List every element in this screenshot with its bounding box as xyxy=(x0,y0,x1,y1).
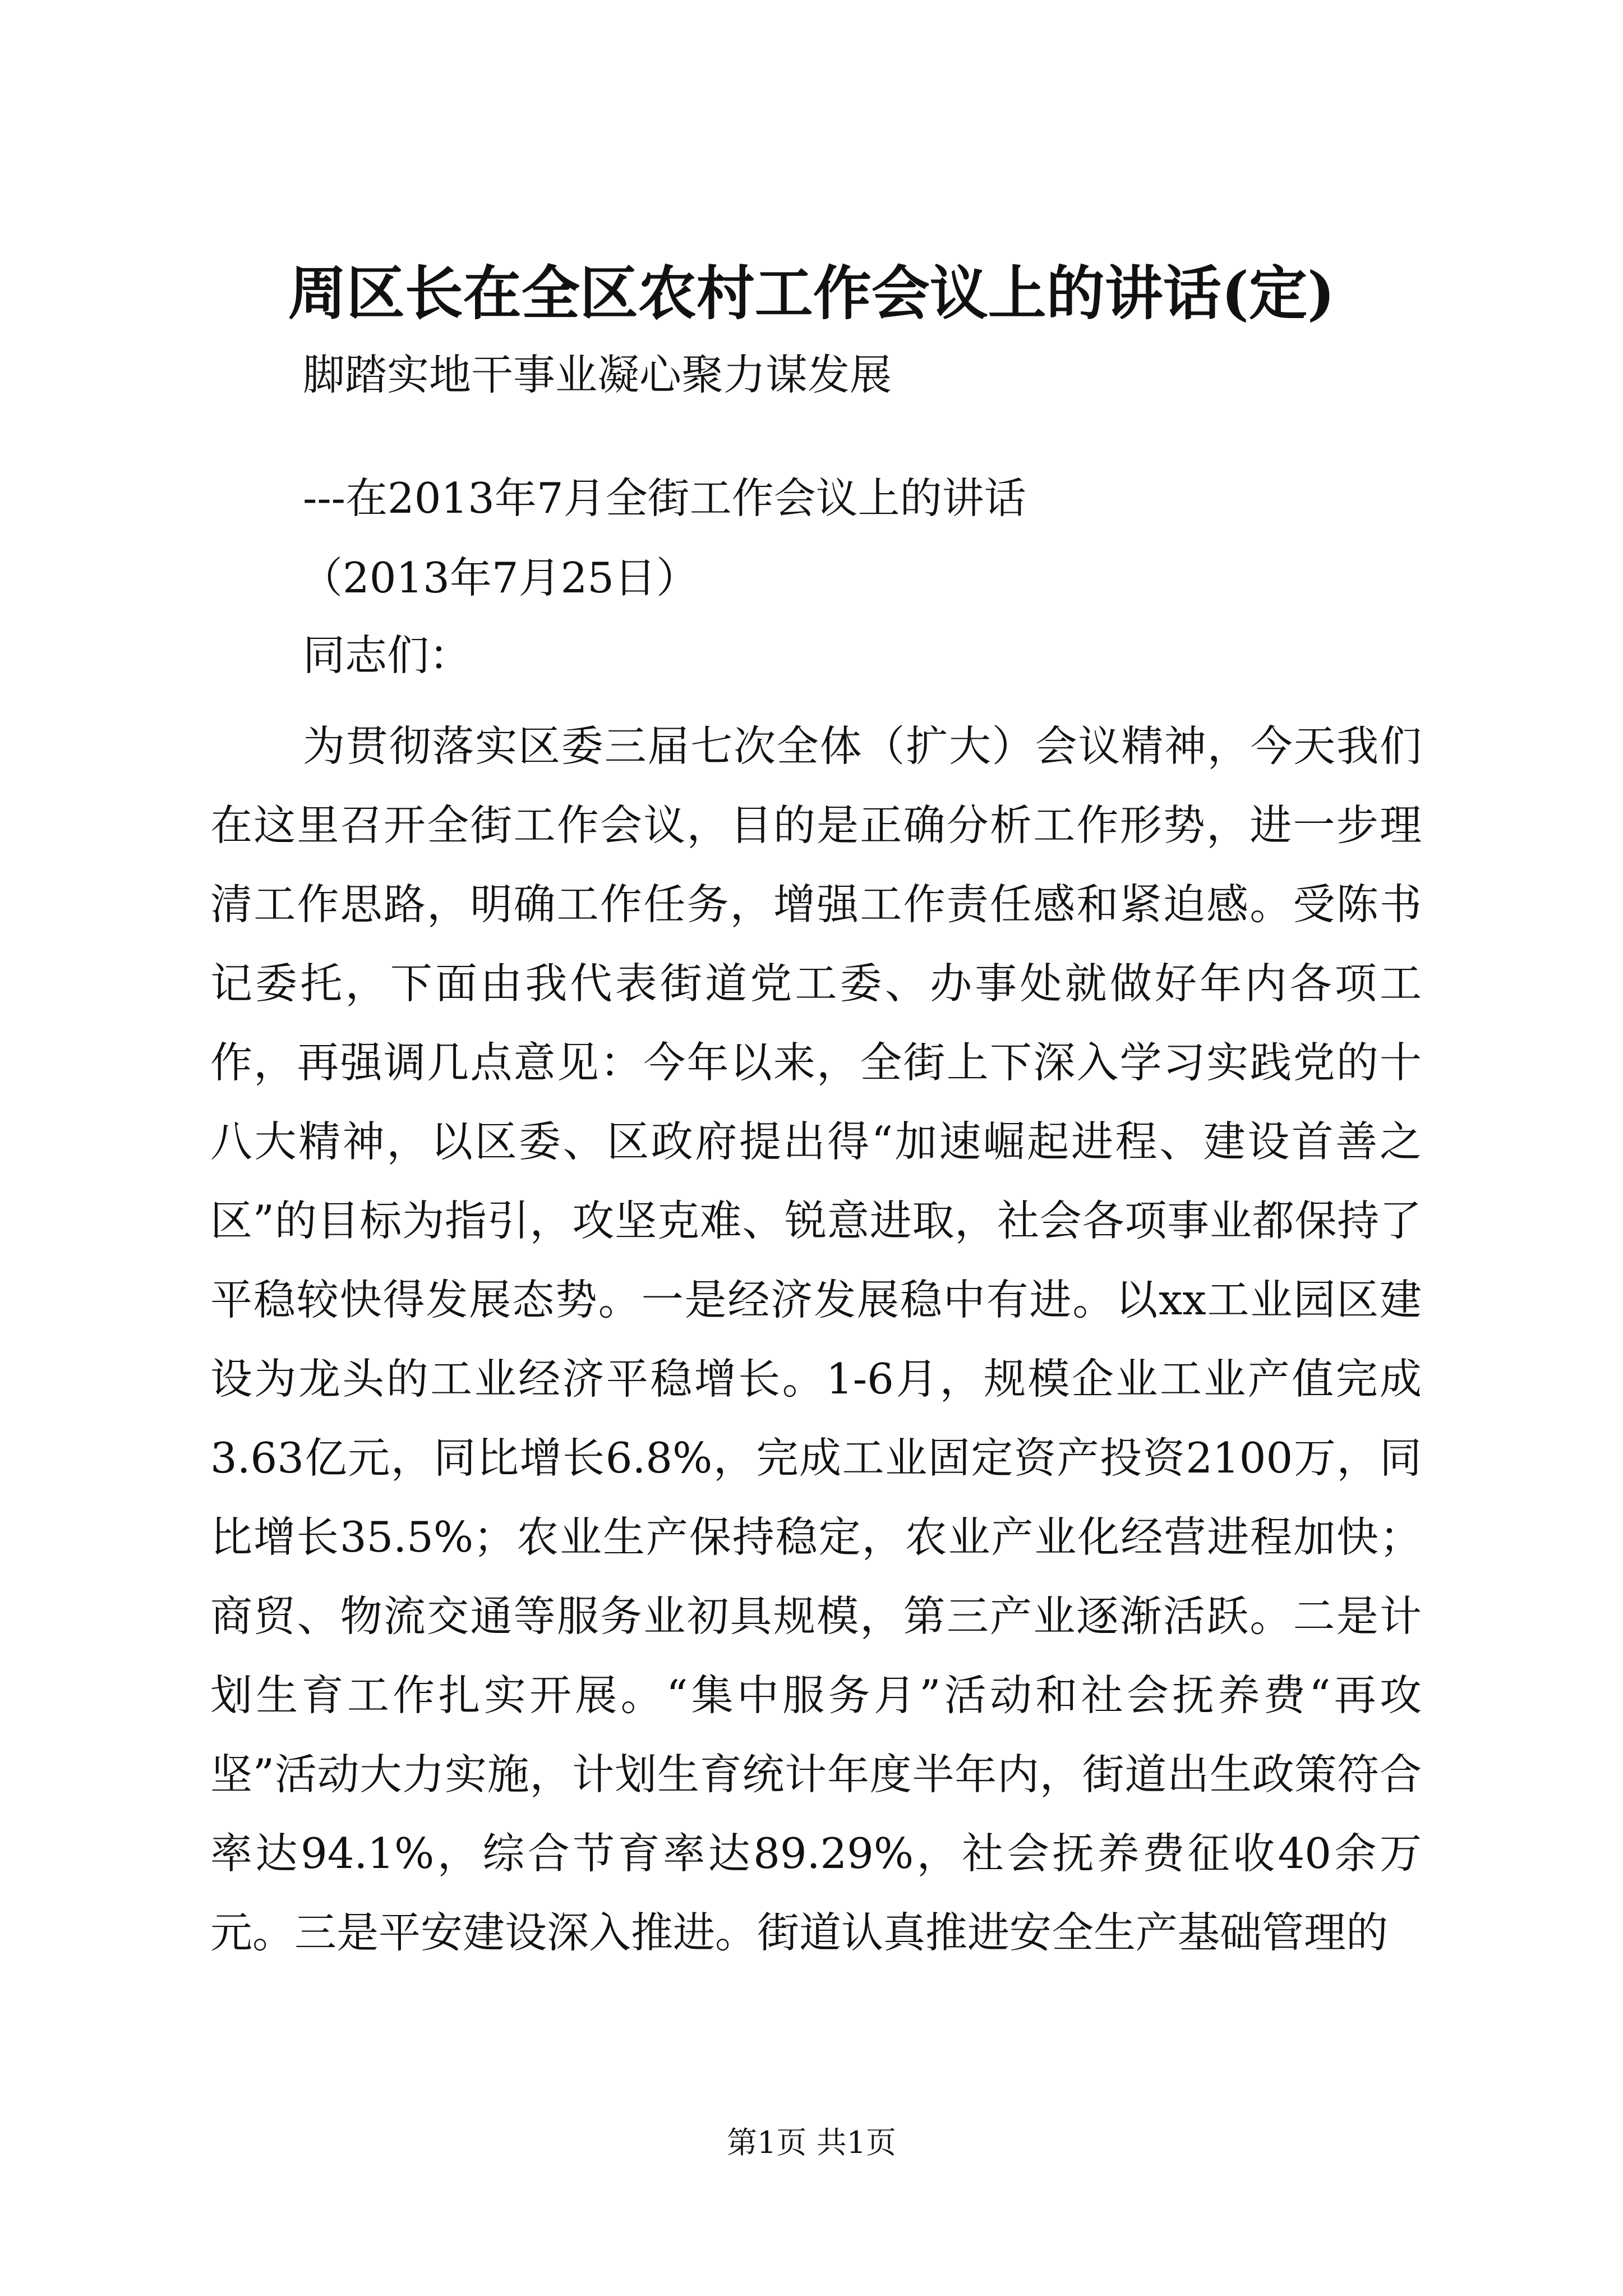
greeting: 同志们： xyxy=(303,631,472,680)
document-subtitle: 脚踏实地干事业凝心聚力谋发展 xyxy=(303,350,892,399)
speech-occasion: ---在2013年7月全街工作会议上的讲话 xyxy=(303,473,1026,523)
body-paragraph: 为贯彻落实区委三届七次全体（扩大）会议精神，今天我们在这里召开全街工作会议，目的是正确分析工作形势，进一步理清工作思路，明确工作任务，增强工作责任感和紧迫感。受陈书记委托，下面由我代表街道党工委、办事处就做好年内各项工作，再强调几点意见：今年以来，全街上下深入学习实践党的十八大精神，以区委、区政府提出得“加速崛起进程、建设首善之区”的目标为指引，攻坚克难、锐意进取，社会各项事业都保持了平稳较快得发展态势。一是经济发展稳中有进。以xx工业园区建设为龙头的工业经济平稳增长。1-6月，规模企业工业产值完成3.63亿元，同比增长6.8%，完成工业固定资产投资2100万，同比增长35.5%；农业生产保持稳定，农业产业化经营进程加快；商贸、物流交通等服务业初具规模，第三产业逐渐活跃。二是计划生育工作扎实开展。“集中服务月”活动和社会抚养费“再攻坚”活动大力实施，计划生育统计年度半年内，街道出生政策符合率达94.1%，综合节育率达89.29%，社会抚养费征收40余万元。三是平安建设深入推进。街道认真推进安全生产基础管理的 xyxy=(210,721,1422,1957)
page-number: 第1页 共1页 xyxy=(727,2125,896,2160)
document-title: 周区长在全区农村工作会议上的讲话(定) xyxy=(288,259,1335,328)
speech-date: （2013年7月25日） xyxy=(301,553,699,602)
